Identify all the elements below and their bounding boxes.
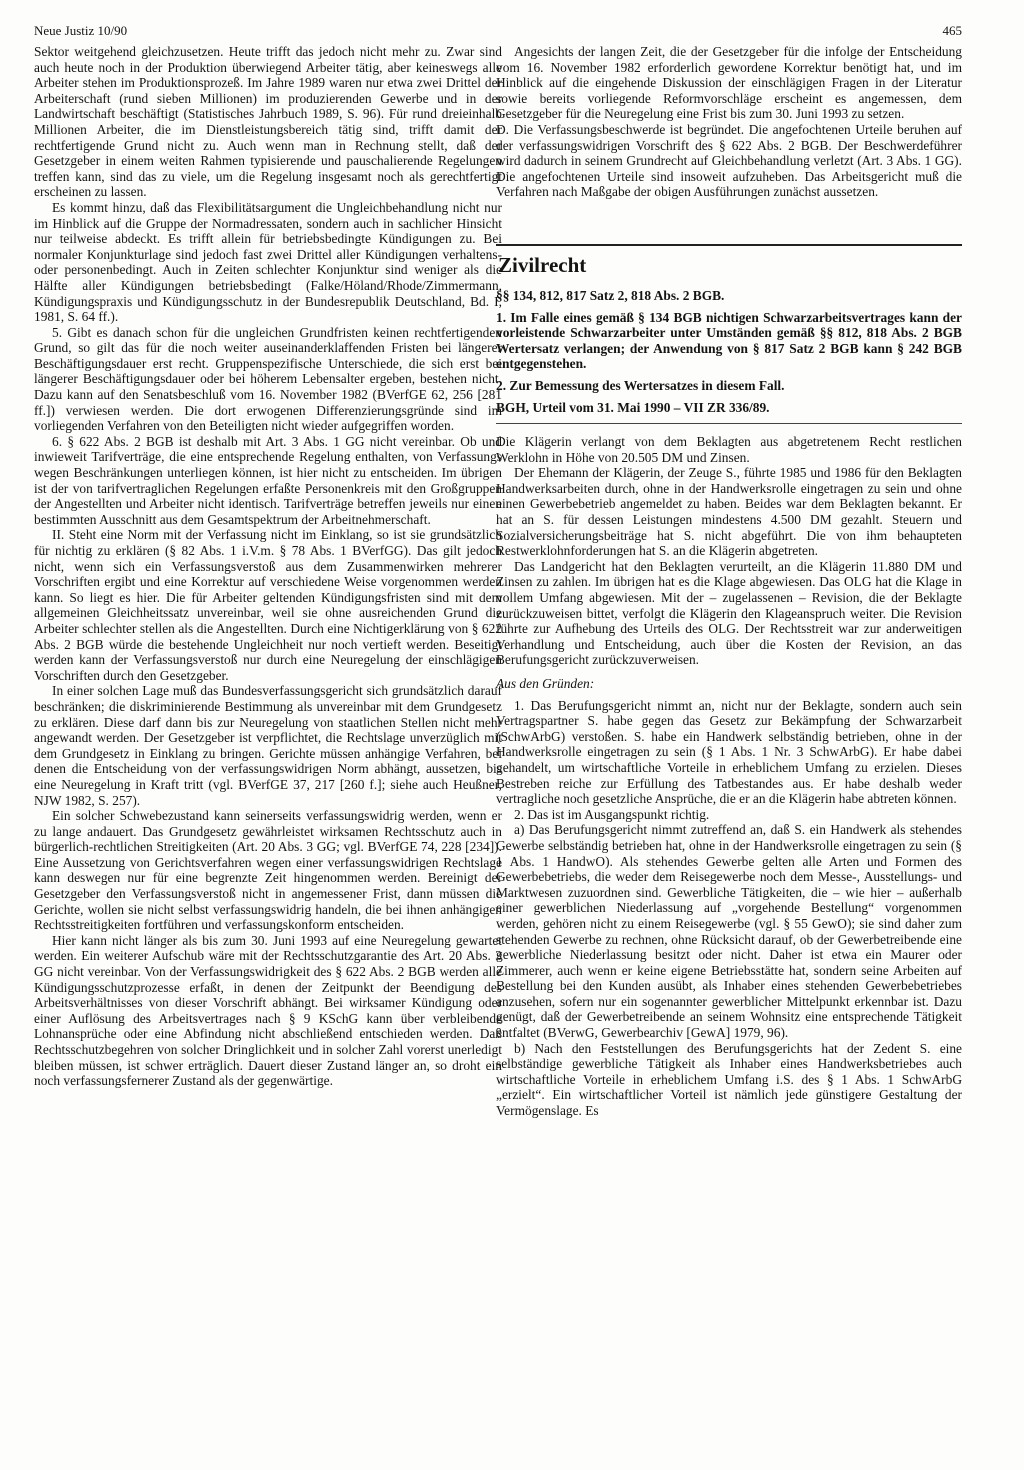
paragraph: Ein solcher Schwebezustand kann seinerseits verfassungswidrig werden, wenn er zu lange andauert. Das Grundgesetz gewährleistet wirksamen Rechtsschutz auch in bürgerlich-rechtlichen Streitigkeiten (Art. 20 Abs. 3 GG; vgl. BVerfGE 74, 228 [234]). Eine Aussetzung von Gerichtsverfahren wegen einer verfassungswidrigen Rechtslage kann deswegen nur für eine begrenzte Zeit hingenommen werden. Bereinigt der Gesetzgeber den Verfassungsverstoß nicht in angemessener Frist, dann müssen die Gerichte, wollen sie nicht selbst verfassungswidrig handeln, die bei ihnen anhängigen Rechtsstreitigkeiten fortführen und verfassungskonform entscheiden. [34,808,502,933]
paragraph: 6. § 622 Abs. 2 BGB ist deshalb mit Art. 3 Abs. 1 GG nicht vereinbar. Ob und inwieweit Tarifverträge, die eine entsprechende Regelung enthalten, von Verfassungs wegen Beschränkungen unterliegen können, ist hier nicht zu entscheiden. Im übrigen ist der von tarifvertraglichen Regelungen erfaßte Personenkreis mit den Großgruppen der Angestellten und Arbeiter nicht identisch. Tarifverträge betreffen jeweils nur einen bestimmten Ausschnitt aus dem Gesamtspektrum der Arbeitnehmerschaft. [34,433,502,527]
journal-title: Neue Justiz 10/90 [34,23,128,38]
paragraph: In einer solchen Lage muß das Bundesverfassungsgericht sich grundsätzlich darauf beschränken; die diskriminierende Bestimmung als unvereinbar mit dem Grundgesetz zu erklären. Diese darf dann bis zur Neuregelung von staatlichen Stellen nicht mehr angewandt werden. Der Gesetzgeber ist verpflichtet, die Rechtslage unverzüglich mit dem Grundgesetz in Einklang zu bringen. Gerichte müssen anhängige Verfahren, bei denen die Entscheidung von der verfassungswidrigen Norm abhängt, aussetzen, bis eine Neuregelung in Kraft tritt (vgl. BVerfGE 37, 217 [260 f.]; siehe auch Heußner, NJW 1982, S. 257). [34,683,502,808]
paragraph: b) Nach den Feststellungen des Berufungsgerichts hat der Zedent S. eine selbständige gewerbliche Tätigkeit als Inhaber eines Handwerksbetriebes auch wirtschaftliche Vorteile in erheblichem Umfang i.S. des § 1 Abs. 1 SchwArbG „erzielt“. Ein wirtschaftlicher Vorteil ist nämlich jede günstigere Gestaltung der Vermögenslage. Es [496,1040,962,1119]
paragraph: Es kommt hinzu, daß das Flexibilitätsargument die Ungleichbehandlung nicht nur im Hinblick auf die Gruppe der Normadressaten, sondern auch in sachlicher Hinsicht nur teilweise abdeckt. Es trifft allein für betriebsbedingte Kündigungen zu. Bei normaler Konjunkturlage sind jedoch fast zwei Drittel aller Kündigungen verhaltens- oder personenbedingt. Auch in Zeiten schlechter Konjunktur sind weniger als die Hälfte aller Kündigungen betriebsbedingt (Falke/Höland/Rhode/Zimmermann, Kündigungspraxis und Kündigungsschutz in der Bundesrepublik Deutschland, Bd. I, 1981, S. 64 ff.). [34,199,502,325]
court-decision-reference: BGH, Urteil vom 31. Mai 1990 – VII ZR 336/89. [496,399,770,415]
paragraph: Hier kann nicht länger als bis zum 30. Juni 1993 auf eine Neuregelung gewartet werden. Ein weiterer Aufschub wäre mit der Rechtsschutzgarantie des Art. 20 Abs. 3 GG nicht vereinbar. Von der Verfassungswidrigkeit des § 622 Abs. 2 BGB werden alle Kündigungsschutzprozesse erfaßt, in denen der Zeitpunkt der Beendigung des Arbeitsverhältnisses von dieser Vorschrift abhängt. Bei wirksamer Kündigung oder einer Auflösung des Arbeitsvertrages nach § 9 KSchG kann über verbleibende Lohnansprüche oder eine Abfindung nicht abschließend entschieden werden. Daß Rechtsschutzbegehren von solcher Dringlichkeit und in solcher Zahl vorerst unerledigt bleiben müssen, ist schwer erträglich. Dauert dieser Zustand länger an, so droht ein noch verfassungsfernerer Zustand als der gegenwärtige. [34,932,502,1089]
norm-citation: §§ 134, 812, 817 Satz 2, 818 Abs. 2 BGB. [496,287,725,303]
paragraph: 2. Das ist im Ausgangspunkt richtig. [514,806,710,822]
guiding-principle-2: 2. Zur Bemessung des Wertersatzes in diesem Fall. [496,377,785,393]
page-number: 465 [942,23,962,38]
paragraph: Sektor weitgehend gleichzusetzen. Heute trifft das jedoch nicht mehr zu. Zwar sind auch heute noch in der Produktion überwiegend Arbeiter tätig, aber keineswegs alle Arbeiter stehen im Produktionsprozeß. Im Jahre 1989 waren nur etwa zwei Drittel der Arbeiterschaft (rund sieben Millionen) im produzierenden Gewerbe und in der Landwirtschaft beschäftigt (Statistisches Jahrbuch 1989, S. 96). Für rund dreieinhalb Millionen Arbeiter, die im Dienstleistungsbereich tätig sind, trifft damit der rechtfertigende Grund nicht zu. Auch wenn man in Rechnung stellt, daß der Gesetzgeber in einem weiten Rahmen typisierende und pauschalierende Regelungen treffen kann, sind das zu viele, um die Regelung insgesamt noch als gerechtfertigt erscheinen zu lassen. [34,44,502,200]
paragraph: Die Klägerin verlangt von dem Beklagten aus abgetretenem Recht restlichen Werklohn in Höhe von 20.505 DM und Zinsen. [496,434,962,465]
paragraph: Der Ehemann der Klägerin, der Zeuge S., führte 1985 und 1986 für den Beklagten Handwerksarbeiten durch, ohne in der Handwerksrolle eingetragen zu sein und ohne einen Gewerbebetrieb angemeldet zu haben. Beides war dem Beklagten bekannt. Er hat an S. für dessen Leistungen mindestens 4.500 DM gezahlt. Steuern und Sozialversicherungsbeiträge hat S. nicht abgeführt. Die von ihm behaupteten Restwerklohnforderungen hat S. an die Klägerin abgetreten. [496,465,962,559]
guiding-principle-1: 1. Im Falle eines gemäß § 134 BGB nichtigen Schwarzarbeitsvertrages kann der vorleistende Schwarzarbeiter unter Umständen gemäß §§ 812, 818 Abs. 2 BGB Wertersatz verlangen; der Anwendung von § 817 Satz 2 BGB kann § 242 BGB entgegenstehen. [496,309,962,372]
paragraph: Angesichts der langen Zeit, die der Gesetzgeber für die infolge der Entscheidung vom 16. November 1982 erforderlich gewordene Korrektur benötigt hat, und im Hinblick auf die eingehende Diskussion der einschlägigen Fragen in der Literatur sowie bereits vorliegende Reformvorschläge erscheint es angemessen, dem Gesetzgeber für die Neuregelung eine Frist bis zum 30. Juni 1993 zu setzen. [496,44,962,122]
section-title: Zivilrecht [498,252,587,277]
right-column [496,44,962,1119]
paragraph: D. Die Verfassungsbeschwerde ist begründet. Die angefochtenen Urteile beruhen auf der verfassungswidrigen Vorschrift des § 622 Abs. 2 BGB. Der Beschwerdeführer wird dadurch in seinem Grundrecht auf Gleichbehandlung verletzt (Art. 3 Abs. 1 GG). Die angefochtenen Urteile sind insoweit aufzuheben. Das Arbeitsgericht muß die Verfahren nach Maßgabe der obigen Ausführungen zunächst aussetzen. [496,121,962,200]
page-header [34,20,962,44]
paragraph: 1. Das Berufungsgericht nimmt an, nicht nur der Beklagte, sondern auch sein Vertragspartner S. habe gegen das Gesetz zur Bekämpfung der Schwarzarbeit (SchwArbG) verstoßen. S. habe ein Handwerk selbständig betrieben, ohne in der Handwerksrolle eingetragen zu sein (§ 1 Abs. 1 Nr. 3 SchwArbG). Er habe dabei gehandelt, um wirtschaftliche Vorteile in erheblichem Umfang zu erzielen. Dieses Bestreben reiche zur Erfüllung des Tatbestandes aus. Er habe deshalb weder vertragliche noch gesetzliche Ansprüche, die er an die Klägerin habe abtreten können. [496,697,962,807]
left-column [34,44,502,1089]
paragraph: 5. Gibt es danach schon für die ungleichen Grundfristen keinen rechtfertigenden Grund, so gilt das für die noch weiter auseinanderklaffenden Fristen bei längerer Beschäftigungsdauer erst recht. Gruppenspezifische Unterschiede, die sich erst bei längerer Beschäftigungsdauer oder bei höherem Lebensalter ergeben, bestehen nicht. Dazu kann auf den Senatsbeschluß vom 16. November 1982 (BVerfGE 62, 256 [281 ff.]) verwiesen werden. Die dort erwogenen Differenzierungsgründe sind im vorliegenden Verfahren von den Beteiligten nicht wieder aufgegriffen worden. [34,324,502,434]
reasons-heading: Aus den Gründen: [496,676,595,691]
section-zivilrecht [496,244,962,1119]
paragraph: a) Das Berufungsgericht nimmt zutreffend an, daß S. ein Handwerk als stehendes Gewerbe selbständig betrieben hat, ohne in der Handwerksrolle eingetragen zu sein (§ 1 Abs. 1 HandwO). Als stehendes Gewerbe gelten alle Arten und Formen des Gewerbebetriebs, die weder dem Reisegewerbe noch dem Messe-, Ausstellungs- und Marktwesen zuzuordnen sind. Gewerbliche Tätigkeiten, die – wie hier – außerhalb einer gewerblichen Niederlassung auf „vorgehende Bestellung“ vorgenommen werden, gehören nicht zu einem Reisegewerbe (vgl. § 55 GewO); sie sind daher zum stehenden Gewerbe zu rechnen, ohne Rücksicht darauf, ob der Gewerbetreibende eine gewerbliche Niederlassung besitzt oder nicht. Daher ist etwa ein Maurer oder Zimmerer, auch wenn er keine eigene Betriebsstätte hat, sondern seine Arbeiten auf Bestellung bei den Kunden ausübt, als Inhaber eines stehenden Gewerbebetriebes anzusehen, sofern nur ein sogenannter gewerblicher Mittelpunkt erkennbar ist. Dazu genügt, daß der Gewerbetreibende an seinem Wohnsitz eine entsprechende Tätigkeit entfaltet (BVerwG, Gewerbearchiv [GewA] 1979, 96). [496,822,962,1041]
paragraph: Das Landgericht hat den Beklagten verurteilt, an die Klägerin 11.880 DM und Zinsen zu zahlen. Im übrigen hat es die Klage abgewiesen. Das OLG hat die Klage in vollem Umfang abgewiesen. Mit der – zugelassenen – Revision, die der Beklagte zurückzuweisen bittet, verfolgt die Klägerin den Klageanspruch weiter. Die Revision führte zur Aufhebung des Urteils des OLG. Der Rechtsstreit war zur anderweitigen Verhandlung und Entscheidung, auch über die Kosten der Revision, an das Berufungsgericht zurückzuverweisen. [496,558,962,668]
divider [496,423,962,424]
paragraph: II. Steht eine Norm mit der Verfassung nicht im Einklang, so ist sie grundsätzlich für nichtig zu erklären (§ 82 Abs. 1 i.V.m. § 78 Abs. 1 BVerfGG). Das gilt jedoch nicht, wenn sich ein Verfassungsverstoß aus dem Zusammenwirken mehrerer Vorschriften ergibt und eine Korrektur auf verschiedene Weise vorgenommen werden kann. So liegt es hier. Die für Arbeiter geltenden Kündigungsfristen sind mit dem allgemeinen Gleichheitssatz unvereinbar, weil sie ohne ausreichenden Grund die Arbeiter schlechter stellen als die Angestellten. Durch eine Nichtigerklärung von § 622 Abs. 2 BGB würde die bestehende Ungleichheit nur noch vertieft werden. Beseitigt werden kann der Verfassungsverstoß nur durch eine Neuregelung der einschlägigen Vorschriften durch den Gesetzgeber. [34,527,502,683]
